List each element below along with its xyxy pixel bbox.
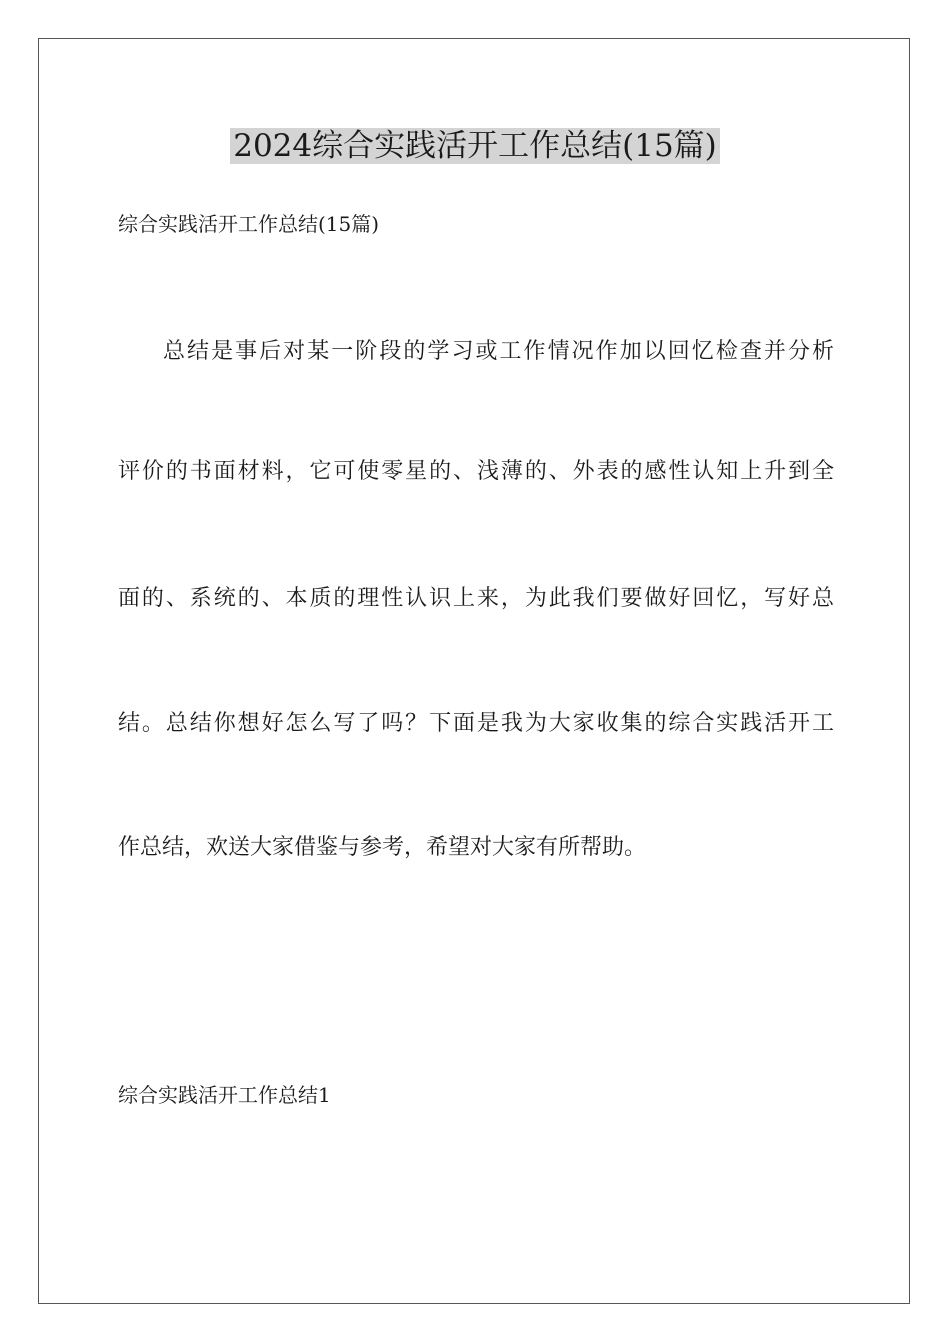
intro-line-4: 结。总结你想好怎么写了吗？下面是我为大家收集的综合实践活开工 — [118, 711, 834, 736]
document-title-text: 2024综合实践活开工作总结(15篇) — [230, 128, 720, 164]
intro-line-2: 评价的书面材料，它可使零星的、浅薄的、外表的感性认知上升到全 — [118, 459, 834, 484]
intro-line-3: 面的、系统的、本质的理性认识上来，为此我们要做好回忆，写好总 — [118, 586, 834, 611]
intro-line-5: 作总结，欢送大家借鉴与参考，希望对大家有所帮助。 — [118, 835, 647, 860]
intro-line-1: 总结是事后对某一阶段的学习或工作情况作加以回忆检查并分析 — [163, 339, 834, 364]
section-heading: 综合实践活开工作总结1 — [118, 1083, 331, 1107]
document-title — [0, 124, 950, 168]
document-subtitle: 综合实践活开工作总结(15篇) — [118, 212, 380, 236]
